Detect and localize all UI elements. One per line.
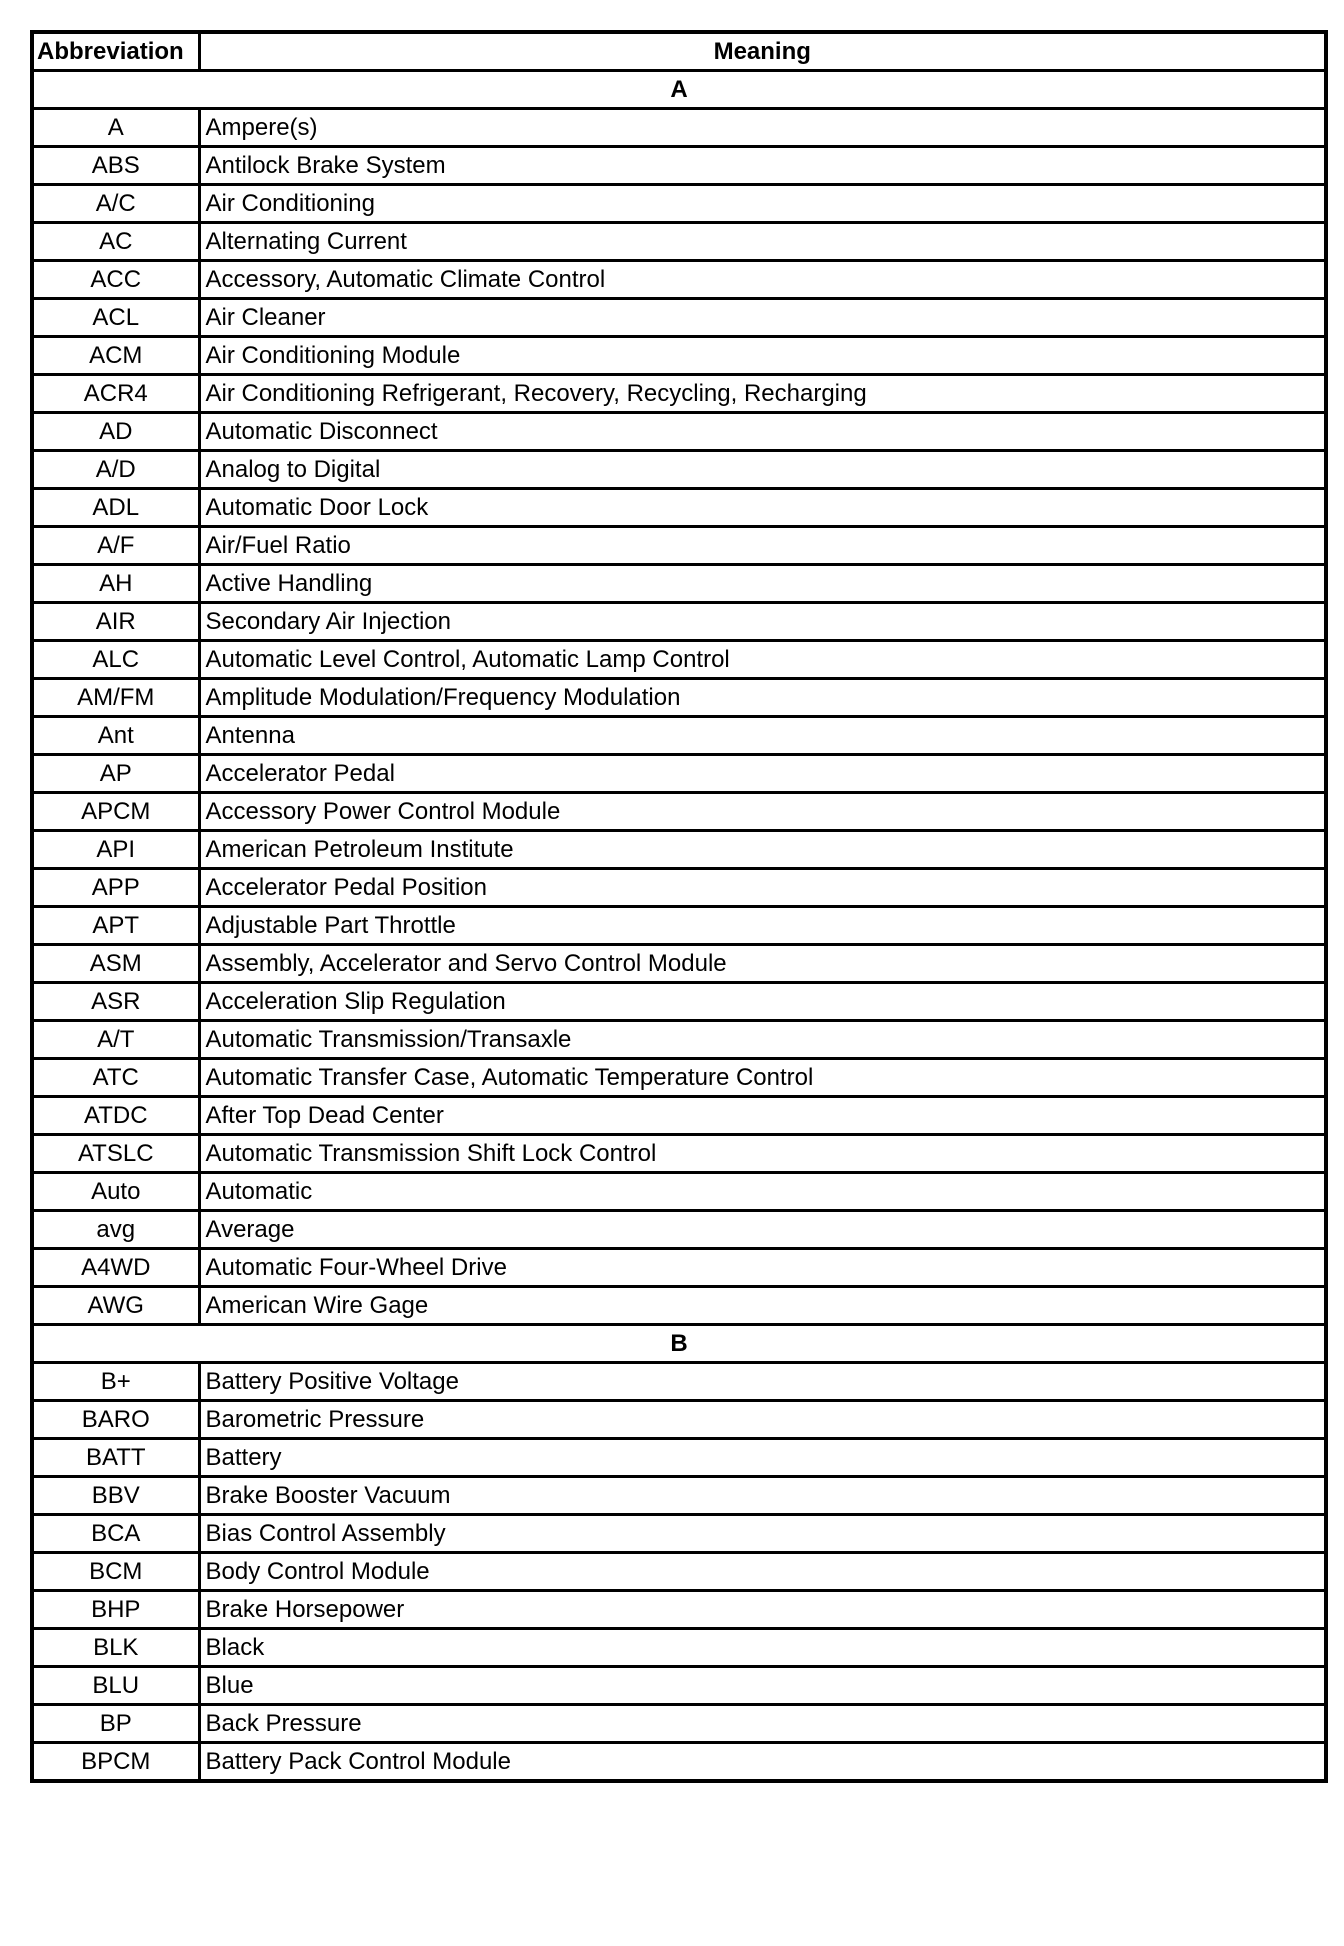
abbreviation-cell: A/C xyxy=(32,185,199,223)
abbreviation-cell: ADL xyxy=(32,489,199,527)
table-body xyxy=(32,71,1326,1782)
meaning-cell: Automatic Door Lock xyxy=(199,489,1326,527)
section-row xyxy=(32,71,1326,109)
abbreviation-cell: AWG xyxy=(32,1287,199,1325)
table-row xyxy=(32,1629,1326,1667)
table-row xyxy=(32,641,1326,679)
table-row xyxy=(32,1363,1326,1401)
meaning-cell: American Wire Gage xyxy=(199,1287,1326,1325)
abbreviation-cell: ASR xyxy=(32,983,199,1021)
table-row xyxy=(32,1097,1326,1135)
abbreviation-cell: ACR4 xyxy=(32,375,199,413)
meaning-cell: Active Handling xyxy=(199,565,1326,603)
meaning-cell: Battery xyxy=(199,1439,1326,1477)
abbreviation-cell: ATC xyxy=(32,1059,199,1097)
abbreviation-cell: AP xyxy=(32,755,199,793)
table-row xyxy=(32,831,1326,869)
table-row xyxy=(32,945,1326,983)
table-row xyxy=(32,869,1326,907)
abbreviation-cell: A4WD xyxy=(32,1249,199,1287)
abbreviation-cell: BP xyxy=(32,1705,199,1743)
table-row xyxy=(32,983,1326,1021)
section-letter: A xyxy=(32,71,1326,109)
meaning-cell: American Petroleum Institute xyxy=(199,831,1326,869)
abbreviation-cell: B+ xyxy=(32,1363,199,1401)
table-row xyxy=(32,527,1326,565)
meaning-cell: Back Pressure xyxy=(199,1705,1326,1743)
table-row xyxy=(32,375,1326,413)
meaning-cell: Air Conditioning Module xyxy=(199,337,1326,375)
meaning-cell: Accelerator Pedal xyxy=(199,755,1326,793)
abbreviation-cell: ABS xyxy=(32,147,199,185)
meaning-cell: Automatic xyxy=(199,1173,1326,1211)
table-row xyxy=(32,1477,1326,1515)
abbreviation-header: Abbreviation xyxy=(32,32,199,71)
table-row xyxy=(32,1515,1326,1553)
section-letter: B xyxy=(32,1325,1326,1363)
meaning-cell: Black xyxy=(199,1629,1326,1667)
meaning-cell: Accessory Power Control Module xyxy=(199,793,1326,831)
abbreviation-cell: avg xyxy=(32,1211,199,1249)
abbreviation-cell: BPCM xyxy=(32,1743,199,1782)
meaning-cell: Air Conditioning xyxy=(199,185,1326,223)
abbreviation-cell: APT xyxy=(32,907,199,945)
meaning-cell: Automatic Transmission Shift Lock Control xyxy=(199,1135,1326,1173)
table-row xyxy=(32,489,1326,527)
abbreviation-cell: BARO xyxy=(32,1401,199,1439)
abbreviation-table xyxy=(30,30,1328,1783)
abbreviation-cell: ACM xyxy=(32,337,199,375)
table-row xyxy=(32,755,1326,793)
meaning-cell: Automatic Disconnect xyxy=(199,413,1326,451)
table-row xyxy=(32,1059,1326,1097)
meaning-cell: Analog to Digital xyxy=(199,451,1326,489)
abbreviation-cell: ASM xyxy=(32,945,199,983)
table-row xyxy=(32,1135,1326,1173)
table-row xyxy=(32,1021,1326,1059)
table-row xyxy=(32,1667,1326,1705)
abbreviation-cell: BLK xyxy=(32,1629,199,1667)
table-row xyxy=(32,1249,1326,1287)
table-row xyxy=(32,185,1326,223)
meaning-cell: Average xyxy=(199,1211,1326,1249)
meaning-cell: Secondary Air Injection xyxy=(199,603,1326,641)
table-row xyxy=(32,451,1326,489)
meaning-cell: Antenna xyxy=(199,717,1326,755)
abbreviation-cell: API xyxy=(32,831,199,869)
abbreviation-cell: ATSLC xyxy=(32,1135,199,1173)
table-row xyxy=(32,1705,1326,1743)
abbreviation-cell: AM/FM xyxy=(32,679,199,717)
meaning-cell: Automatic Transfer Case, Automatic Temperature Control xyxy=(199,1059,1326,1097)
table-row xyxy=(32,1401,1326,1439)
meaning-cell: Amplitude Modulation/Frequency Modulation xyxy=(199,679,1326,717)
abbreviation-cell: ACL xyxy=(32,299,199,337)
meaning-header: Meaning xyxy=(199,32,1326,71)
meaning-cell: Air Cleaner xyxy=(199,299,1326,337)
abbreviation-cell: AIR xyxy=(32,603,199,641)
abbreviation-cell: ACC xyxy=(32,261,199,299)
meaning-cell: Acceleration Slip Regulation xyxy=(199,983,1326,1021)
meaning-cell: Adjustable Part Throttle xyxy=(199,907,1326,945)
abbreviation-cell: AD xyxy=(32,413,199,451)
abbreviation-cell: AH xyxy=(32,565,199,603)
table-row xyxy=(32,1439,1326,1477)
meaning-cell: Automatic Level Control, Automatic Lamp Control xyxy=(199,641,1326,679)
abbreviation-cell: BHP xyxy=(32,1591,199,1629)
section-row xyxy=(32,1325,1326,1363)
table-row xyxy=(32,299,1326,337)
abbreviation-cell: A xyxy=(32,109,199,147)
table-row xyxy=(32,907,1326,945)
meaning-cell: After Top Dead Center xyxy=(199,1097,1326,1135)
meaning-cell: Ampere(s) xyxy=(199,109,1326,147)
meaning-cell: Automatic Four-Wheel Drive xyxy=(199,1249,1326,1287)
abbreviation-cell: ALC xyxy=(32,641,199,679)
meaning-cell: Automatic Transmission/Transaxle xyxy=(199,1021,1326,1059)
meaning-cell: Brake Horsepower xyxy=(199,1591,1326,1629)
meaning-cell: Accelerator Pedal Position xyxy=(199,869,1326,907)
abbreviation-cell: BCM xyxy=(32,1553,199,1591)
table-row xyxy=(32,1173,1326,1211)
abbreviation-cell: BCA xyxy=(32,1515,199,1553)
meaning-cell: Body Control Module xyxy=(199,1553,1326,1591)
abbreviation-cell: AC xyxy=(32,223,199,261)
table-row xyxy=(32,1211,1326,1249)
abbreviation-cell: A/D xyxy=(32,451,199,489)
meaning-cell: Alternating Current xyxy=(199,223,1326,261)
meaning-cell: Antilock Brake System xyxy=(199,147,1326,185)
abbreviation-cell: APP xyxy=(32,869,199,907)
table-row xyxy=(32,1287,1326,1325)
table-row xyxy=(32,679,1326,717)
table-row xyxy=(32,109,1326,147)
abbreviation-cell: ATDC xyxy=(32,1097,199,1135)
table-row xyxy=(32,717,1326,755)
table-row xyxy=(32,1743,1326,1782)
table-row xyxy=(32,793,1326,831)
meaning-cell: Accessory, Automatic Climate Control xyxy=(199,261,1326,299)
meaning-cell: Assembly, Accelerator and Servo Control Module xyxy=(199,945,1326,983)
table-row xyxy=(32,147,1326,185)
abbreviation-cell: BBV xyxy=(32,1477,199,1515)
abbreviation-cell: APCM xyxy=(32,793,199,831)
table-row xyxy=(32,565,1326,603)
table-row xyxy=(32,337,1326,375)
header-row xyxy=(32,32,1326,71)
abbreviation-cell: Ant xyxy=(32,717,199,755)
abbreviation-cell: A/T xyxy=(32,1021,199,1059)
meaning-cell: Brake Booster Vacuum xyxy=(199,1477,1326,1515)
table-row xyxy=(32,413,1326,451)
meaning-cell: Barometric Pressure xyxy=(199,1401,1326,1439)
table-row xyxy=(32,603,1326,641)
abbreviation-cell: BLU xyxy=(32,1667,199,1705)
table-row xyxy=(32,223,1326,261)
meaning-cell: Air Conditioning Refrigerant, Recovery, Recycling, Recharging xyxy=(199,375,1326,413)
meaning-cell: Battery Positive Voltage xyxy=(199,1363,1326,1401)
abbreviation-cell: BATT xyxy=(32,1439,199,1477)
abbreviation-cell: Auto xyxy=(32,1173,199,1211)
table-row xyxy=(32,261,1326,299)
table-row xyxy=(32,1553,1326,1591)
meaning-cell: Air/Fuel Ratio xyxy=(199,527,1326,565)
meaning-cell: Battery Pack Control Module xyxy=(199,1743,1326,1782)
meaning-cell: Bias Control Assembly xyxy=(199,1515,1326,1553)
meaning-cell: Blue xyxy=(199,1667,1326,1705)
table-row xyxy=(32,1591,1326,1629)
abbreviation-cell: A/F xyxy=(32,527,199,565)
